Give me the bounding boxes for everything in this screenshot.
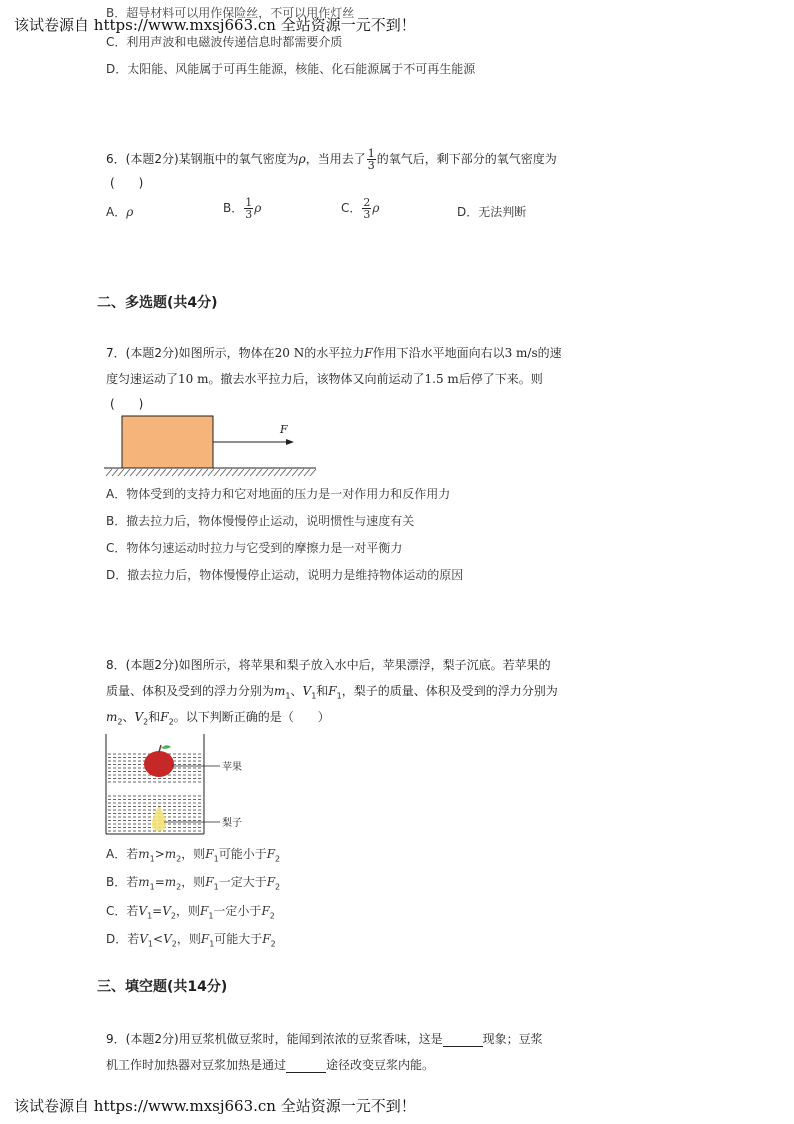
q7-paren: ( ) <box>110 397 144 411</box>
block-object <box>122 416 213 468</box>
q8-container-figure <box>100 730 260 840</box>
force-label: F <box>280 423 288 436</box>
watermark-prefix: 该试卷源自 <box>14 1097 90 1115</box>
apple-stem <box>159 745 161 752</box>
q7-option-a: A．物体受到的支持力和它对地面的压力是一对作用力和反作用力 <box>106 487 451 501</box>
pear <box>152 807 167 831</box>
q8-stem-line2: 质量、体积及受到的浮力分别为$m_1$、$V_1$和$F_1$，梨子的质量、体积及受到的浮力分别为 <box>106 684 558 701</box>
q6-option-b: B． $\frac{1}{3}$ ρ <box>223 196 262 221</box>
q5-option-b: B．超导材料可以用作保险丝，不可以用作灯丝 <box>106 6 355 20</box>
apple-label: 苹果 <box>222 762 242 773</box>
watermark-url[interactable]: https://www.mxsj663.cn <box>93 1097 276 1115</box>
q7-option-d: D．撤去拉力后，物体慢慢停止运动，说明力是维持物体运动的原因 <box>106 568 464 582</box>
q6-stem: 6．(本题2分)某钢瓶中的氧气密度为ρ，当用去了 $\frac{1}{3}$ 的氧气后，剩下部分的氧气密度为 <box>106 147 557 172</box>
watermark-suffix: 全站资源一元不到！ <box>280 1097 416 1115</box>
q9-stem-line1: 9．(本题2分)用豆浆机做豆浆时，能闻到浓浓的豆浆香味，这是 现象；豆浆 <box>106 1032 543 1046</box>
q7-block-figure <box>104 412 320 478</box>
rho-symbol: ρ <box>298 152 306 166</box>
q7-stem-line2: 度匀速运动了10 m。撤去水平拉力后，该物体又向前运动了1.5 m后停了下来。则 <box>106 372 543 386</box>
q8-option-d: D．若$V_1<V_2$，则$F_1$可能大于$F_2$ <box>106 932 276 949</box>
q8-option-c: C．若$V_1=V_2$，则$F_1$一定小于$F_2$ <box>106 904 275 921</box>
apple <box>144 751 174 777</box>
watermark-suffix: 全站资源一元不到！ <box>280 16 416 34</box>
q8-stem-line1: 8．(本题2分)如图所示，将苹果和梨子放入水中后，苹果漂浮，梨子沉底。若苹果的 <box>106 658 551 672</box>
q8-option-b: B．若$m_1=m_2$，则$F_1$一定大于$F_2$ <box>106 875 281 892</box>
watermark-url[interactable]: https://www.mxsj663.cn <box>93 16 276 34</box>
q7-option-b: B．撤去拉力后，物体慢慢停止运动，说明惯性与速度有关 <box>106 514 415 528</box>
q8-option-a: A．若$m_1>m_2$，则$F_1$可能小于$F_2$ <box>106 847 281 864</box>
fraction-one-third: $\frac{1}{3}$ <box>367 147 375 172</box>
pear-label: 梨子 <box>222 818 242 829</box>
q7-option-c: C．物体匀速运动时拉力与它受到的摩擦力是一对平衡力 <box>106 541 403 555</box>
section-title-fill-in: 三、填空题(共14分) <box>97 979 228 995</box>
force-arrow-head <box>286 439 294 445</box>
q9-blank-2[interactable] <box>286 1060 326 1073</box>
ground-hatching <box>106 469 316 476</box>
q6-option-c: C． $\frac{2}{3}$ ρ <box>341 196 380 221</box>
apple-leaf <box>161 745 171 749</box>
q5-option-c: C．利用声波和电磁波传递信息时都需要介质 <box>106 35 343 49</box>
watermark-bottom <box>14 1095 416 1116</box>
q6-option-a: A．ρ <box>106 205 134 219</box>
q6-paren: ( ) <box>110 176 144 190</box>
q7-stem-line1: 7．(本题2分)如图所示，物体在20 N的水平拉力F作用下沿水平地面向右以3 m/s的速 <box>106 346 562 360</box>
q9-stem-line2: 机工作时加热器对豆浆加热是通过 途径改变豆浆内能。 <box>106 1058 435 1072</box>
q6-option-d: D．无法判断 <box>457 205 527 219</box>
q9-blank-1[interactable] <box>443 1034 483 1047</box>
q5-option-d: D．太阳能、风能属于可再生能源，核能、化石能源属于不可再生能源 <box>106 62 476 76</box>
q8-stem-line3: $m_2$、$V_2$和$F_2$。以下判断正确的是（ ） <box>106 710 330 727</box>
section-title-multiple-choice: 二、多选题(共4分) <box>97 295 218 311</box>
watermark-prefix: 该试卷源自 <box>14 16 90 34</box>
